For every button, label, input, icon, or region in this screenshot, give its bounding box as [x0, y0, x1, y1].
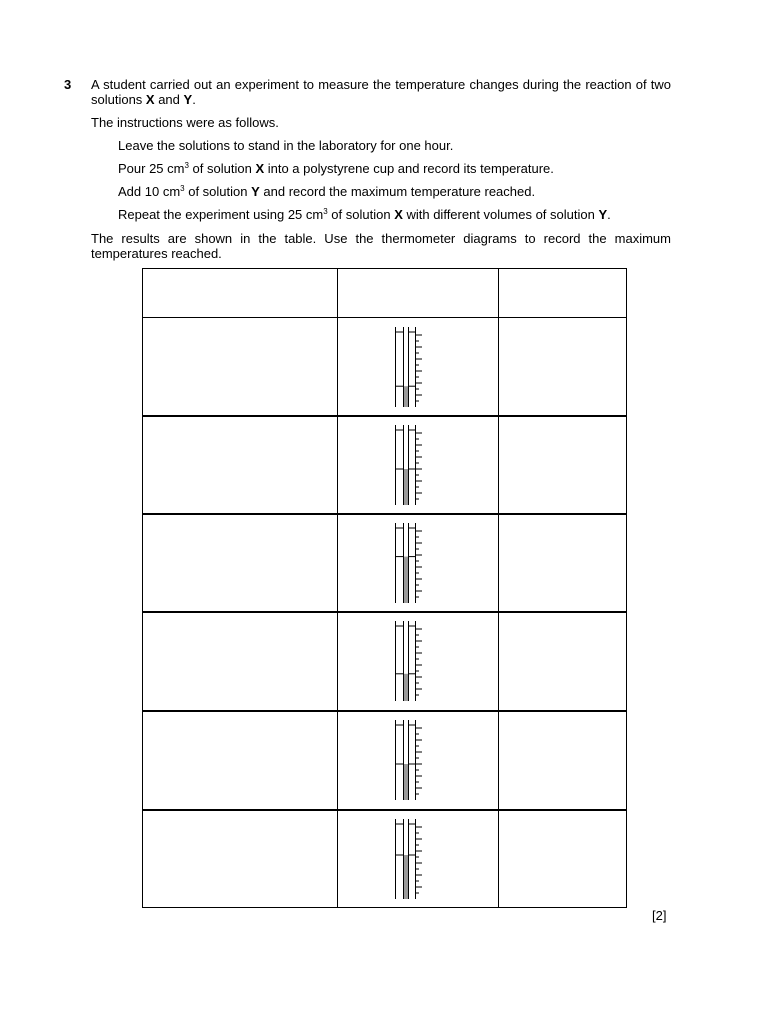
thermometer-liquid [404, 855, 409, 899]
thermometer-diagram [393, 819, 423, 899]
thermometer-diagram [393, 523, 423, 603]
results-table [142, 268, 626, 908]
thermometer-liquid [404, 469, 409, 505]
marks-allocation: [2] [652, 908, 667, 923]
instructions-heading: The instructions were as follows. [91, 115, 279, 130]
thermometer-diagram [393, 425, 423, 505]
thermometer-diagram [393, 621, 423, 701]
thermometer-diagram [393, 720, 423, 800]
question-intro: A student carried out an experiment to measure the temperature changes during the reaction of two solutions X and Y. [91, 77, 671, 107]
instruction-step: Leave the solutions to stand in the laboratory for one hour. [118, 138, 454, 153]
thermometer-liquid [404, 557, 409, 603]
thermometer-diagram [393, 327, 423, 407]
instruction-step: Pour 25 $cm^3$ of solution X into a polystyrene cup and record its temperature. [118, 161, 554, 176]
instruction-step: Repeat the experiment using 25 $cm^3$ of solution X with different volumes of solution Y. [118, 207, 611, 222]
thermometer-liquid [404, 674, 409, 701]
results-text: The results are shown in the table. Use the thermometer diagrams to record the maximum temperatures reached. [91, 231, 671, 261]
thermometer-liquid [404, 386, 409, 407]
question-number: 3 [64, 77, 72, 92]
instruction-step: Add 10 $cm^3$ of solution Y and record the maximum temperature reached. [118, 184, 536, 199]
thermometer-liquid [404, 764, 409, 800]
